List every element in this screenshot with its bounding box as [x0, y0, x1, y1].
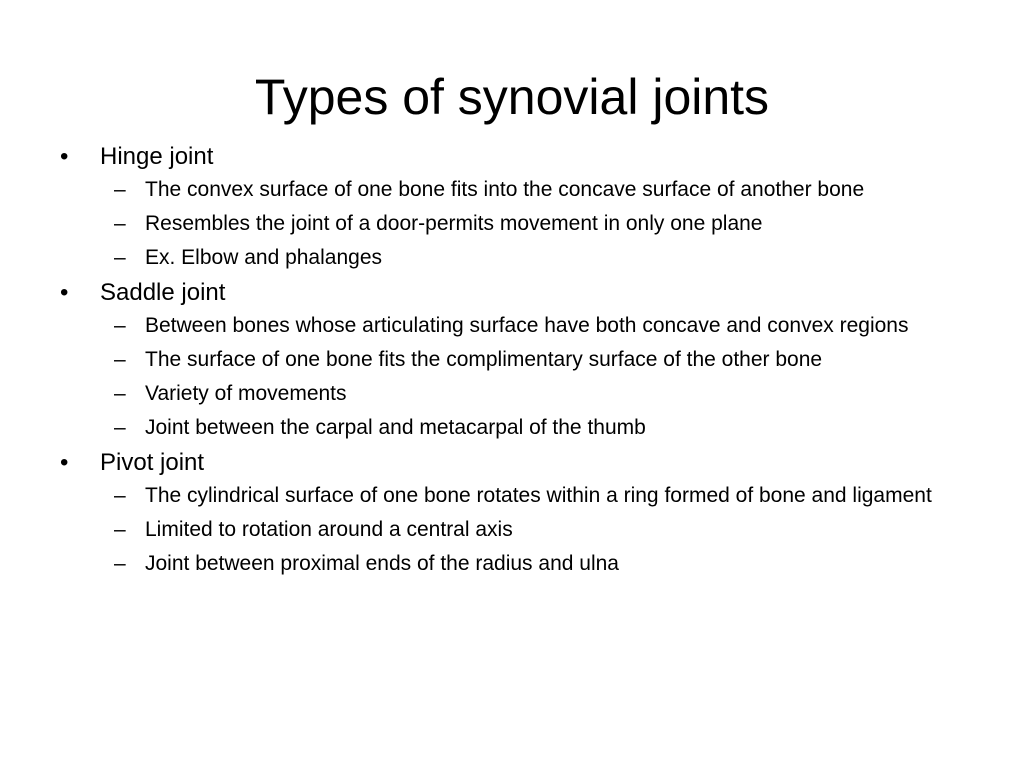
sub-bullet-item	[58, 516, 945, 543]
slide-title: Types of synovial joints	[254, 69, 770, 125]
sub-bullet-text: Resembles the joint of a door-permits movement in only one plane	[145, 212, 763, 235]
sub-bullet-list	[58, 482, 958, 577]
bullet-icon: •	[60, 143, 69, 170]
bullet-item-saddle-joint	[58, 278, 958, 308]
sub-bullet-text: Joint between proximal ends of the radius and ulna	[145, 552, 619, 575]
sub-bullet-item	[58, 244, 945, 271]
sub-bullet-text: The convex surface of one bone fits into the concave surface of another bone	[145, 178, 865, 201]
dash-icon: –	[114, 212, 126, 235]
dash-icon: –	[114, 348, 126, 371]
bullet-heading: Hinge joint	[100, 143, 214, 170]
dash-icon: –	[114, 178, 126, 201]
sub-bullet-text: The cylindrical surface of one bone rotates within a ring formed of bone and ligament	[145, 484, 932, 507]
sub-bullet-item	[58, 346, 945, 373]
sub-bullet-item	[58, 210, 945, 237]
sub-bullet-text: The surface of one bone fits the complimentary surface of the other bone	[145, 348, 823, 371]
dash-icon: –	[114, 518, 126, 541]
sub-bullet-list	[58, 312, 958, 441]
sub-bullet-text: Between bones whose articulating surface have both concave and convex regions	[145, 314, 909, 337]
dash-icon: –	[114, 246, 126, 269]
dash-icon: –	[114, 382, 126, 405]
dash-icon: –	[114, 484, 126, 507]
dash-icon: –	[114, 552, 126, 575]
sub-bullet-list	[58, 176, 958, 271]
bullet-heading: Saddle joint	[100, 279, 226, 306]
sub-bullet-text: Ex. Elbow and phalanges	[145, 246, 382, 269]
sub-bullet-item	[58, 550, 945, 577]
sub-bullet-text: Variety of movements	[145, 382, 347, 405]
bullet-icon: •	[60, 449, 69, 476]
sub-bullet-item	[58, 312, 945, 339]
bullet-item-pivot-joint	[58, 448, 958, 478]
dash-icon: –	[114, 416, 126, 439]
sub-bullet-item	[58, 176, 945, 203]
bullet-icon: •	[60, 279, 69, 306]
sub-bullet-text: Limited to rotation around a central axis	[145, 518, 513, 541]
sub-bullet-item	[58, 414, 945, 441]
sub-bullet-item	[58, 482, 945, 509]
sub-bullet-text: Joint between the carpal and metacarpal of the thumb	[145, 416, 646, 439]
bullet-item-hinge-joint	[58, 142, 958, 172]
bullet-list	[58, 138, 958, 584]
bullet-heading: Pivot joint	[100, 449, 205, 476]
dash-icon: –	[114, 314, 126, 337]
sub-bullet-item	[58, 380, 945, 407]
